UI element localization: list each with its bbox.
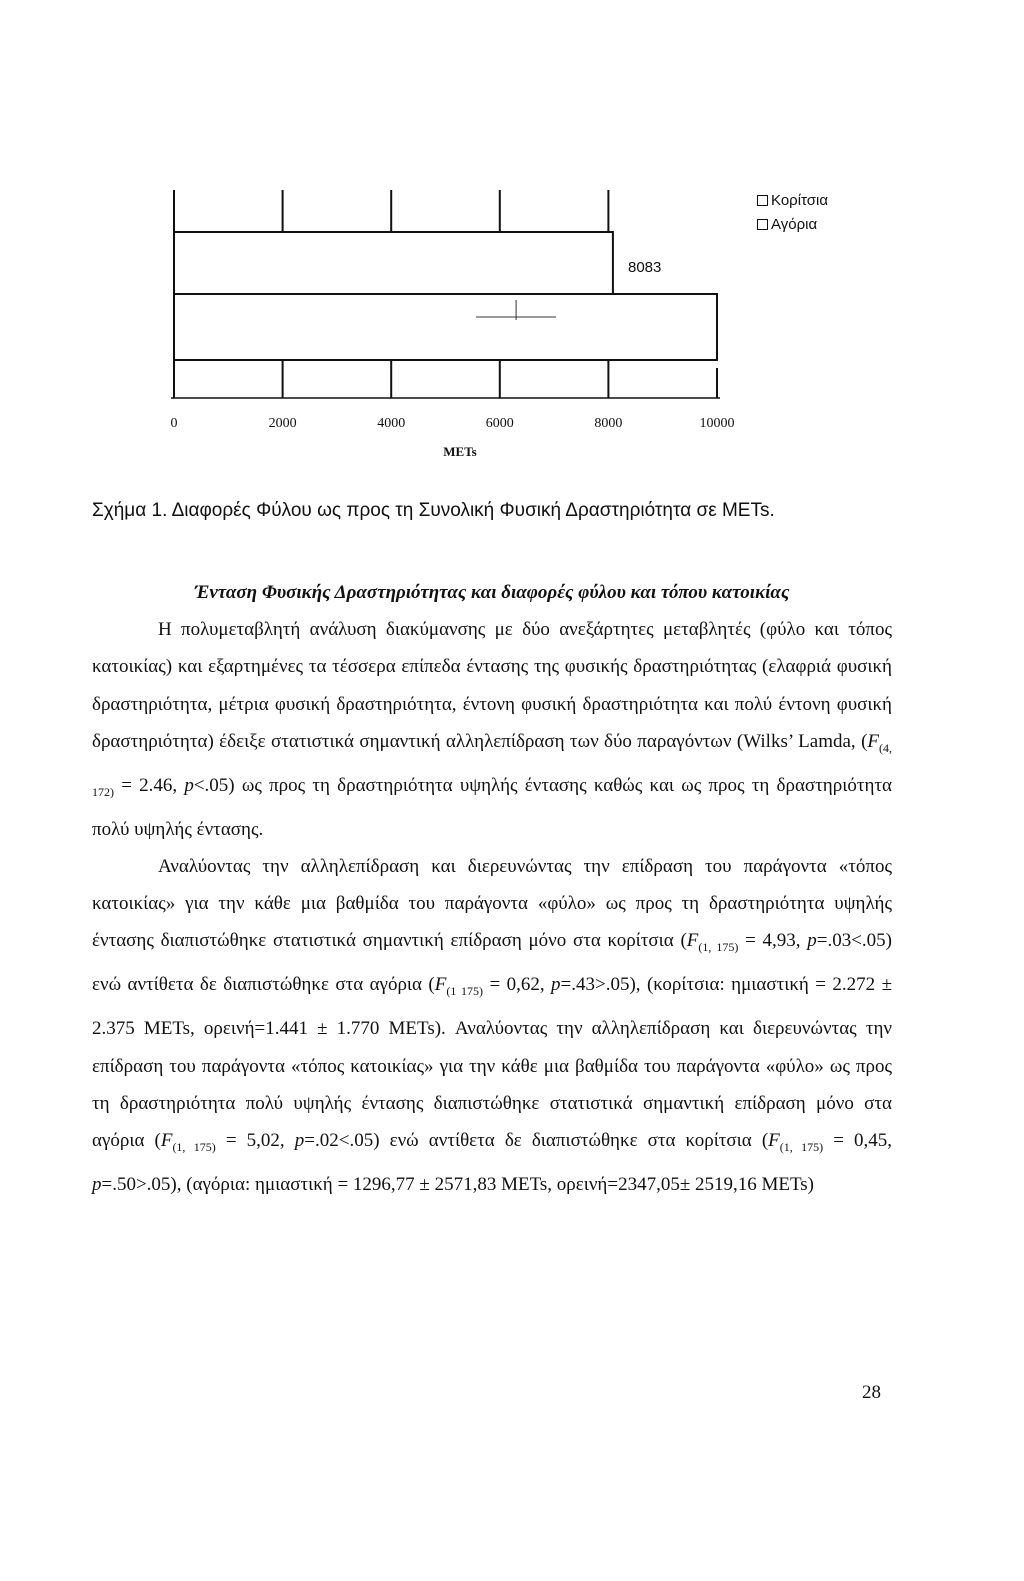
x-tick-label-4: 8000 bbox=[594, 416, 623, 431]
legend-label-boys: Αγόρια bbox=[771, 215, 818, 233]
paragraph-2 bbox=[92, 848, 892, 1203]
p1-df: (4, 172) bbox=[92, 740, 892, 799]
x-axis-label: METs bbox=[443, 444, 477, 459]
body-text bbox=[92, 574, 892, 1203]
figure-caption: Σχήμα 1. Διαφορές Φύλου ως προς τη Συνολική Φυσική Δραστηριότητα σε METs. bbox=[92, 500, 775, 521]
x-tick-label-3: 6000 bbox=[485, 416, 514, 431]
paragraph-1 bbox=[92, 611, 892, 848]
legend-swatch-boys bbox=[757, 219, 768, 230]
p2-p-stat-4: p bbox=[92, 1174, 102, 1196]
p2-df-2: (1 175) bbox=[446, 984, 484, 999]
p2-p-stat-3: p bbox=[294, 1130, 305, 1152]
bar-girls bbox=[174, 232, 613, 294]
bar-chart bbox=[0, 0, 1024, 480]
p2-text-d: = 0,62, bbox=[483, 974, 552, 996]
p1-text-b: = 2.46, bbox=[114, 774, 185, 796]
p2-f-stat-2: F bbox=[434, 974, 447, 996]
p2-text-b: = 4,93, bbox=[738, 930, 808, 952]
bar-boys bbox=[174, 294, 717, 360]
p2-text-c: =.03<.05) ενώ αντίθετα δε διαπιστώθηκε στα αγόρια ( bbox=[92, 930, 892, 996]
p2-text-e: =.43>.05), (κορίτσια: ημιαστική = 2.272 ± 2.375 METs, ορεινή=1.441 ± 1.770 METs). Αναλύοντας την αλληλεπίδραση και διερευνώντας την επίδραση του παράγοντα «τόπος κατοικίας» για την κάθε μια βαθμίδα του παράγοντα «φύλο» ως προς τη δραστηριότητα πολύ υψηλής έντασης διαπιστώθηκε στατιστικά σημαντική επίδραση μόνο στα αγόρια ( bbox=[92, 974, 893, 1152]
p2-f-stat-1: F bbox=[686, 930, 699, 952]
chart-bars bbox=[174, 232, 717, 360]
p2-f-stat-4: F bbox=[768, 1130, 780, 1152]
p2-text-g: = 5,02, bbox=[215, 1130, 295, 1152]
page-number: 28 bbox=[862, 1382, 881, 1403]
p2-text-i: = 0,45, bbox=[823, 1130, 893, 1152]
p2-p-stat-2: p bbox=[551, 974, 561, 996]
p2-f-stat-3: F bbox=[160, 1130, 173, 1152]
section-heading: Ένταση Φυσικής Δραστηριότητας και διαφορές φύλου και τόπου κατοικίας bbox=[194, 582, 790, 603]
p2-df-4: (1, 175) bbox=[779, 1139, 824, 1154]
legend-item-boys bbox=[757, 212, 828, 236]
data-label-korítsia: 8083 bbox=[628, 259, 662, 276]
legend-swatch-girls bbox=[757, 195, 768, 206]
legend-item-girls bbox=[757, 188, 828, 212]
x-tick-label-1: 2000 bbox=[268, 416, 297, 431]
p1-p-stat: p bbox=[184, 774, 194, 796]
p1-text-a: Η πολυμεταβλητή ανάλυση διακύμανσης με δύο ανεξάρτητες μεταβλητές (φύλο και τόπος κατοικίας) και εξαρτημένες τα τέσσερα επίπεδα έντασης της φυσικής δραστηριότητας (ελαφριά φυσική δραστηριότητα, μέτρια φυσική δραστηριότητα, έντονη φυσική δραστηριότητα και πολύ έντονη φυσική δραστηριότητα) έδειξε στατιστικά σημαντική αλληλεπίδραση των δύο παραγόντων (Wilks’ Lamda, ( bbox=[92, 619, 892, 752]
p2-df-1: (1, 175) bbox=[698, 940, 739, 955]
x-tick-labels bbox=[171, 416, 735, 431]
legend-label-girls: Κορίτσια bbox=[771, 191, 829, 209]
x-tick-label-0: 0 bbox=[170, 416, 178, 431]
p2-text-a: Αναλύοντας την αλληλεπίδραση και διερευνώντας την επίδραση του παράγοντα «τόπος κατοικίας» για την κάθε μια βαθμίδα του παράγοντα «φύλο» ως προς τη δραστηριότητα υψηλής έντασης διαπιστώθηκε στατιστικά σημαντική επίδραση μόνο στα κορίτσια ( bbox=[92, 856, 892, 952]
p1-f-stat: F bbox=[867, 730, 879, 752]
x-tick-label-5: 10000 bbox=[699, 416, 735, 431]
x-tick-label-2: 4000 bbox=[377, 416, 406, 431]
p2-p-stat-1: p bbox=[807, 930, 817, 952]
p2-df-3: (1, 175) bbox=[172, 1139, 216, 1154]
p2-text-j: =.50>.05), (αγόρια: ημιαστική = 1296,77 ± 2571,83 METs, ορεινή=2347,05± 2519,16 METs) bbox=[101, 1174, 815, 1196]
p1-text-c: <.05) ως προς τη δραστηριότητα υψηλής έντασης καθώς και ως προς τη δραστηριότητα πολύ υψηλής έντασης. bbox=[92, 774, 892, 840]
p2-text-h: =.02<.05) ενώ αντίθετα δε διαπιστώθηκε στα κορίτσια ( bbox=[304, 1130, 769, 1152]
chart-legend bbox=[757, 188, 828, 236]
